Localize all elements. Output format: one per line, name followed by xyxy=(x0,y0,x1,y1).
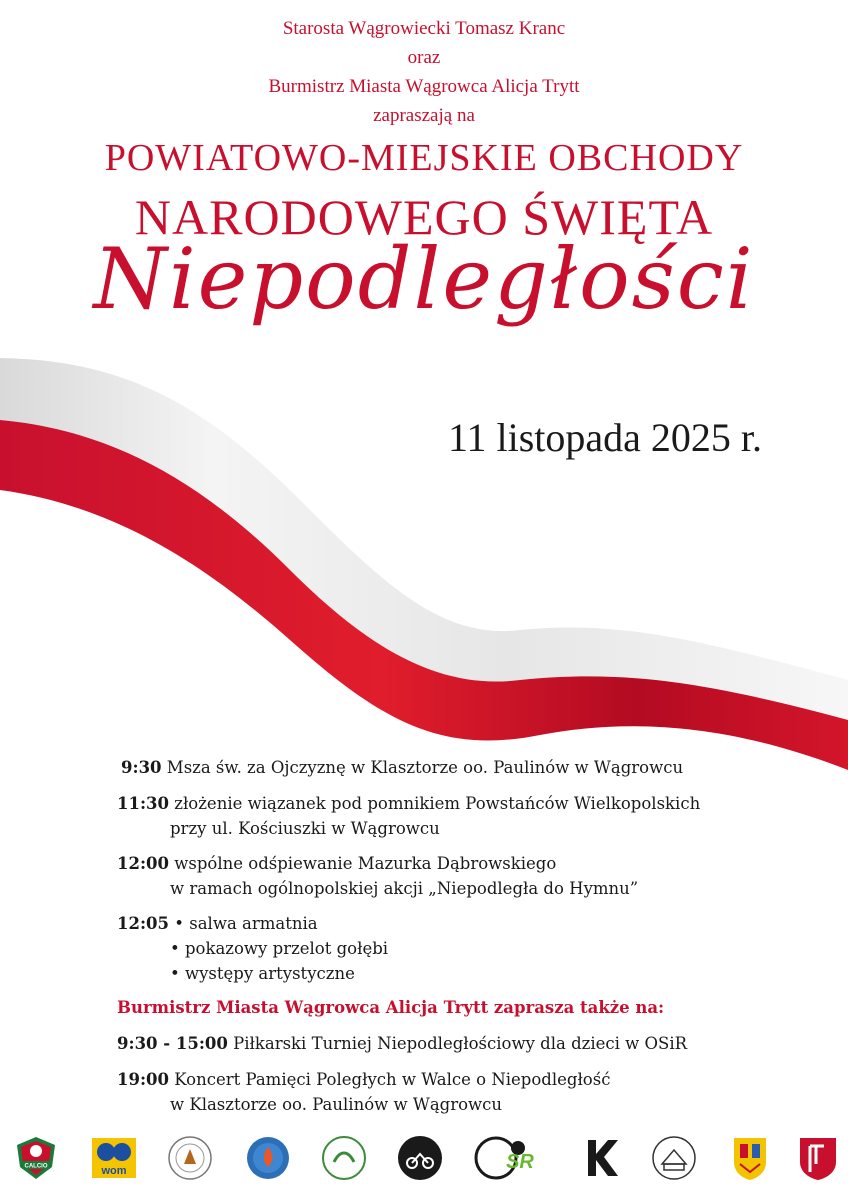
town-crest-logo xyxy=(726,1134,774,1182)
extra-time: 19:00 xyxy=(117,1070,170,1089)
program-item xyxy=(121,758,683,777)
ribbon-red-band xyxy=(0,420,848,770)
fire-badge-logo xyxy=(244,1134,292,1182)
program-text: wspólne odśpiewanie Mazurka Dąbrowskiego xyxy=(174,854,557,873)
ribbon-white-band xyxy=(0,358,848,720)
calcio-logo xyxy=(12,1134,60,1182)
host-line-2: oraz xyxy=(407,47,441,68)
title-line-1: POWIATOWO-MIEJSKIE OBCHODY xyxy=(104,137,744,179)
program-text-cont: • występy artystyczne xyxy=(170,964,355,983)
round-seal-logo xyxy=(166,1134,214,1182)
program-time: 9:30 xyxy=(121,758,162,777)
extra-text-cont: w Klasztorze oo. Paulinów w Wągrowcu xyxy=(170,1095,503,1114)
program-item xyxy=(117,794,700,813)
sponsor-logos xyxy=(0,1134,848,1186)
program-item xyxy=(117,854,556,873)
hosts-block xyxy=(0,14,848,130)
extra-item xyxy=(117,1034,687,1053)
extra-time: 9:30 - 15:00 xyxy=(117,1034,228,1053)
flag-ribbon xyxy=(0,340,848,800)
event-date: 11 listopada 2025 r. xyxy=(447,415,762,460)
invite-heading: Burmistrz Miasta Wągrowca Alicja Trytt zaprasza także na: xyxy=(117,998,665,1017)
title-script: Niepodległości xyxy=(93,230,755,328)
host-line-4: zapraszają na xyxy=(373,105,475,126)
svg-text:wom: wom xyxy=(101,1165,127,1177)
program-item xyxy=(117,914,318,933)
extra-item xyxy=(117,1070,610,1089)
svg-text:CALCIO: CALCIO xyxy=(24,1163,48,1170)
program-text: Msza św. za Ojczyznę w Klasztorze oo. Paulinów w Wągrowcu xyxy=(166,758,684,777)
extra-text: Piłkarski Turniej Niepodległościowy dla dzieci w OSiR xyxy=(233,1034,688,1053)
osir-logo xyxy=(472,1134,546,1182)
motorcycle-club-logo xyxy=(396,1134,444,1182)
extra-text: Koncert Pamięci Poległych w Walce o Niepodległość xyxy=(174,1070,611,1089)
svg-text:SR: SR xyxy=(506,1151,534,1173)
host-line-3: Burmistrz Miasta Wągrowca Alicja Trytt xyxy=(268,76,580,97)
k-logo xyxy=(578,1134,626,1182)
program-text: • salwa armatnia xyxy=(174,914,318,933)
program-text-cont: przy ul. Kościuszki w Wągrowcu xyxy=(170,819,440,838)
wom-logo xyxy=(90,1134,138,1182)
program-text: złożenie wiązanek pod pomnikiem Powstańców Wielkopolskich xyxy=(174,794,701,813)
program-time: 12:00 xyxy=(117,854,170,873)
museum-logo xyxy=(650,1134,698,1182)
host-line-1: Starosta Wągrowiecki Tomasz Kranc xyxy=(282,18,566,39)
green-circle-logo xyxy=(320,1134,368,1182)
program-text-cont: • pokazowy przelot gołębi xyxy=(170,939,389,958)
program-text-cont: w ramach ogólnopolskiej akcji „Niepodległa do Hymnu” xyxy=(170,879,639,898)
county-crest-logo xyxy=(794,1134,842,1182)
title-line-2: NARODOWEGO ŚWIĘTA xyxy=(134,189,714,245)
program-time: 11:30 xyxy=(117,794,170,813)
program-time: 12:05 xyxy=(117,914,170,933)
